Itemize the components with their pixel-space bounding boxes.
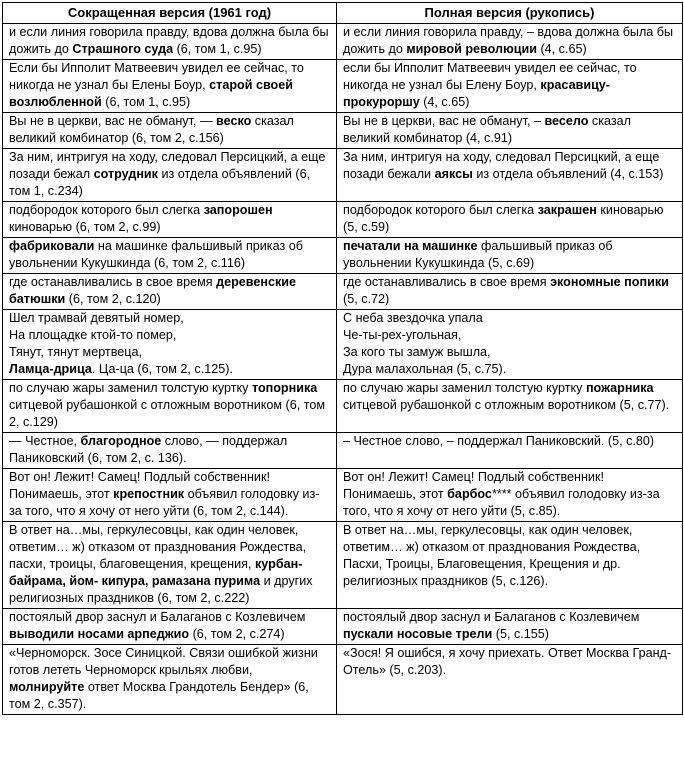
cell-text: ситцевой рубашонкой с отложным воротником (5, с.77). xyxy=(343,398,670,412)
cell-text: **** объявил голодовку из-за того, что я хочу от него уйти (5, с.85). xyxy=(343,487,660,518)
cell-text: объявил голодовку из-за того, что я хочу от него уйти (6, том 2, с.144). xyxy=(9,487,320,518)
cell-text: и если линия говорила правду, – вдова должна была бы дожить до xyxy=(343,25,674,56)
cell-full-version xyxy=(337,433,683,469)
cell-text: и других религиозных праздников (6, том 2, с.222) xyxy=(9,574,313,605)
cell-text: За кого ты замуж вышла, xyxy=(343,345,491,359)
comparison-table xyxy=(2,2,683,715)
cell-text: Тянут, тянут мертвеца, xyxy=(9,345,142,359)
cell-text: подбородок которого был слегка xyxy=(343,203,538,217)
cell-full-version xyxy=(337,238,683,274)
highlighted-text: мировой революции xyxy=(406,42,537,56)
cell-text: Шел трамвай девятый номер, xyxy=(9,311,184,325)
table-row xyxy=(3,202,683,238)
highlighted-text: благородное xyxy=(80,434,162,448)
highlighted-text: Страшного суда xyxy=(72,42,174,56)
cell-text: (4, с.65) xyxy=(536,42,587,56)
cell-text: из отдела объявлений (6, том 1, с.234) xyxy=(9,167,311,198)
cell-text: ситцевой рубашонкой с отложным воротником (6, том 2, с.129) xyxy=(9,398,326,429)
header-short-version: Сокращенная версия (1961 год) xyxy=(3,3,337,24)
highlighted-text: фабриковали xyxy=(9,239,95,253)
cell-full-version xyxy=(337,149,683,202)
cell-text: подбородок которого был слегка xyxy=(9,203,204,217)
cell-text: В ответ на…мы, геркулесовцы, как один человек, ответим… ж) отказом от празднования Рождества, пасхи, троицы, благовещения, крещения, xyxy=(9,523,307,571)
cell-full-version xyxy=(337,380,683,433)
table-row xyxy=(3,645,683,715)
table-row xyxy=(3,609,683,645)
header-full-version: Полная версия (рукопись) xyxy=(337,3,683,24)
cell-short-version xyxy=(3,238,337,274)
cell-full-version xyxy=(337,469,683,522)
cell-text: «Черноморск. Зосе Синицкой. Связи ошибкой жизни готов лететь Черноморск крыльях любви, xyxy=(9,646,318,677)
table-row xyxy=(3,469,683,522)
cell-text: Если бы Ипполит Матвеевич увидел ее сейчас, то никогда не узнал бы Елены Боур, xyxy=(9,61,304,92)
highlighted-text: барбос xyxy=(447,487,492,501)
cell-text: (6, том 1, с.95) xyxy=(173,42,262,56)
highlighted-text: экономные попики xyxy=(550,275,669,289)
cell-text: по случаю жары заменил толстую куртку xyxy=(343,381,586,395)
cell-text: постоялый двор заснул и Балаганов с Козлевичем xyxy=(343,610,640,624)
cell-text: если бы Ипполит Матвеевич увидел ее сейчас, то никогда не узнал бы Елену Боур, xyxy=(343,61,637,92)
table-row xyxy=(3,310,683,380)
table-row xyxy=(3,113,683,149)
cell-text: С неба звездочка упала xyxy=(343,311,483,325)
cell-text: постоялый двор заснул и Балаганов с Козлевичем xyxy=(9,610,306,624)
cell-short-version xyxy=(3,274,337,310)
cell-text: ответ Москва Грандотель Бендер» (6, том 2, с.357). xyxy=(9,680,309,711)
highlighted-text: курбан-байрама, йом- кипура, рамазана пурима xyxy=(9,557,303,588)
table-row xyxy=(3,238,683,274)
cell-short-version xyxy=(3,380,337,433)
cell-text: из отдела объявлений (4, с.153) xyxy=(472,167,664,181)
cell-text: фальшивый приказ об увольнении Кукушкинда (5, с.69) xyxy=(343,239,613,270)
highlighted-text: крепостник xyxy=(113,487,185,501)
highlighted-text: красавицу-прокуроршу xyxy=(343,78,611,109)
cell-text: сказал великий комбинатор (6, том 2, с.156) xyxy=(9,114,294,145)
cell-text: киноварью (5, с.59) xyxy=(343,203,664,234)
highlighted-text: сотрудник xyxy=(93,167,158,181)
cell-text: В ответ на…мы, геркулесовцы, как один человек, ответим… ж) отказом от празднования Рождества, Пасхи, Троицы, Благовещения, Крещения и др. религиозных праздников (5, с.126). xyxy=(343,523,641,588)
cell-text: Вы не в церкви, вас не обманут, — xyxy=(9,114,217,128)
cell-text: За ним, интригуя на ходу, следовал Персицкий, а еще позади бежал xyxy=(9,150,326,181)
cell-full-version xyxy=(337,609,683,645)
cell-short-version xyxy=(3,469,337,522)
cell-text: на машинке фальшивый приказ об увольнении Кукушкинда (6, том 2, с.116) xyxy=(9,239,303,270)
cell-short-version xyxy=(3,522,337,609)
highlighted-text: закрашен xyxy=(537,203,597,217)
cell-text: сказал великий комбинатор (4, с.91) xyxy=(343,114,631,145)
cell-text: Дура малахольная (5, с.75). xyxy=(343,362,507,376)
cell-text: по случаю жары заменил толстую куртку xyxy=(9,381,252,395)
cell-short-version xyxy=(3,609,337,645)
cell-text: За ним, интригуя на ходу, следовал Персицкий, а еще позади бежали xyxy=(343,150,660,181)
cell-full-version xyxy=(337,645,683,715)
highlighted-text: старой своей возлюбленной xyxy=(9,78,293,109)
table-row xyxy=(3,274,683,310)
cell-text: (4, с.65) xyxy=(419,95,470,109)
cell-short-version xyxy=(3,149,337,202)
table-body xyxy=(3,24,683,715)
highlighted-text: пускали носовые трели xyxy=(343,627,493,641)
cell-short-version xyxy=(3,113,337,149)
cell-text: (6, том 1, с.95) xyxy=(101,95,191,109)
cell-full-version xyxy=(337,274,683,310)
highlighted-text: печатали на машинке xyxy=(343,239,478,253)
cell-text: – Честное слово, – поддержал Паниковский. (5, с.80) xyxy=(343,434,655,448)
cell-text: Вы не в церкви, вас не обманут, – xyxy=(343,114,545,128)
table-row xyxy=(3,149,683,202)
cell-full-version xyxy=(337,113,683,149)
cell-text: (6, том 2, с.274) xyxy=(189,627,285,641)
table-header-row xyxy=(3,3,683,24)
cell-text: и если линия говорила правду, вдова должна была бы дожить до xyxy=(9,25,329,56)
highlighted-text: молнируйте xyxy=(9,680,85,694)
cell-short-version xyxy=(3,310,337,380)
cell-text: — Честное, xyxy=(9,434,81,448)
highlighted-text: Ламца-дрица xyxy=(9,362,92,376)
cell-text: киноварью (6, том 2, с.99) xyxy=(9,220,161,234)
cell-text: где останавливались в свое время xyxy=(343,275,551,289)
cell-short-version xyxy=(3,433,337,469)
highlighted-text: деревенские батюшки xyxy=(9,275,297,306)
table-row xyxy=(3,522,683,609)
table-row xyxy=(3,380,683,433)
cell-text: (6, том 2, с.120) xyxy=(65,292,161,306)
table-row xyxy=(3,24,683,60)
cell-text: Вот он! Лежит! Самец! Подлый собственник! Понимаешь, этот xyxy=(343,470,604,501)
highlighted-text: топорника xyxy=(251,381,318,395)
cell-text: где останавливались в свое время xyxy=(9,275,217,289)
cell-full-version xyxy=(337,24,683,60)
cell-text: слово, — поддержал Паниковский (6, том 2, с. 136). xyxy=(9,434,288,465)
cell-text: Вот он! Лежит! Самец! Подлый собственник! Понимаешь, этот xyxy=(9,470,270,501)
cell-short-version xyxy=(3,202,337,238)
cell-text: «Зося! Я ошибся, я хочу приехать. Ответ Москва Гранд-Отель» (5, с.203). xyxy=(343,646,672,677)
cell-full-version xyxy=(337,522,683,609)
cell-short-version xyxy=(3,24,337,60)
highlighted-text: выводили носами арпеджио xyxy=(9,627,190,641)
cell-text: (5, с.72) xyxy=(343,292,390,306)
highlighted-text: весело xyxy=(544,114,589,128)
highlighted-text: пожарника xyxy=(585,381,654,395)
highlighted-text: аяксы xyxy=(434,167,473,181)
highlighted-text: веско xyxy=(216,114,252,128)
cell-text: . Ца-ца (6, том 2, с.125). xyxy=(91,362,233,376)
table-row xyxy=(3,433,683,469)
table-row xyxy=(3,60,683,113)
cell-short-version xyxy=(3,60,337,113)
cell-full-version xyxy=(337,310,683,380)
cell-text: На площадке ктой-то помер, xyxy=(9,328,177,342)
cell-full-version xyxy=(337,202,683,238)
cell-short-version xyxy=(3,645,337,715)
highlighted-text: запорошен xyxy=(203,203,273,217)
cell-full-version xyxy=(337,60,683,113)
cell-text: Че-ты-рех-угольная, xyxy=(343,328,462,342)
cell-text: (5, с.155) xyxy=(492,627,549,641)
